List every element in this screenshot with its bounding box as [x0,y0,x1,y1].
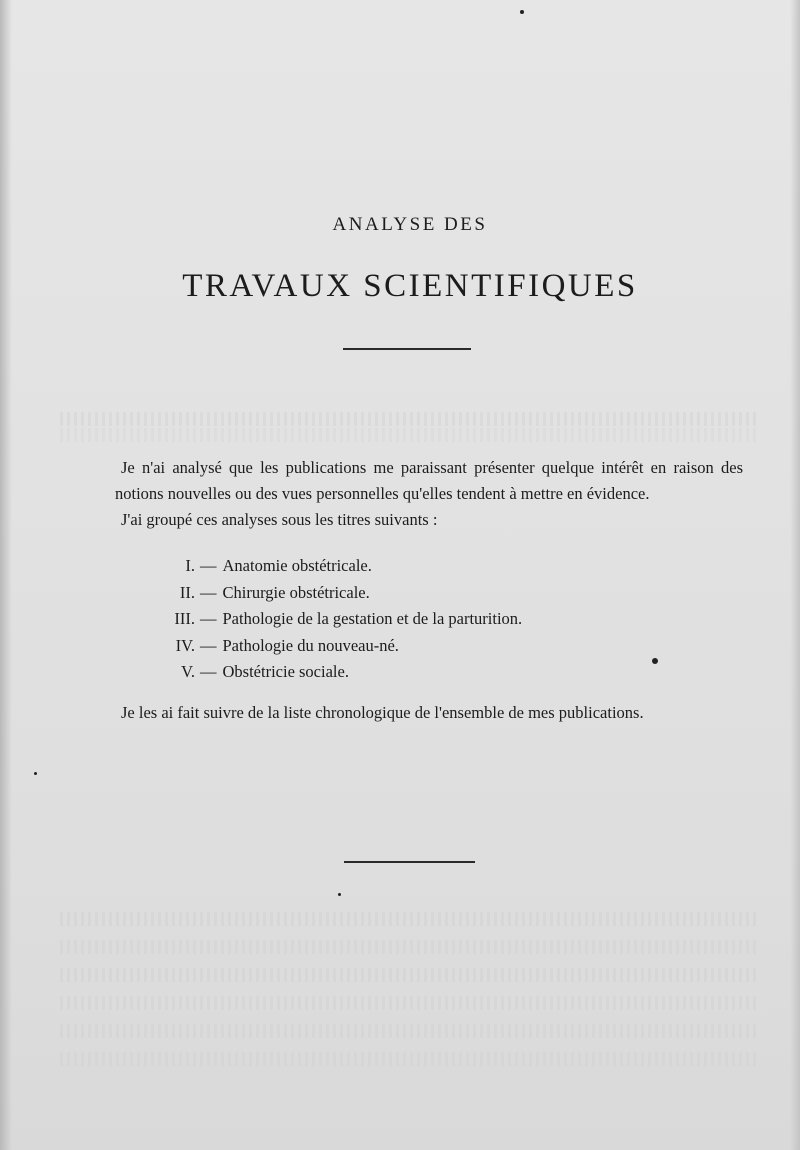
section-dash: — [200,582,217,602]
divider-bottom [344,861,475,863]
sections-list [115,553,743,686]
heading-large: TRAVAUX SCIENTIFIQUES [182,268,638,304]
print-speck [338,893,341,896]
show-through-line [60,412,760,426]
list-item [115,553,743,580]
section-numeral: II. [179,582,195,602]
section-dash: — [200,556,217,575]
closing-paragraph: Je les ai fait suivre de la liste chronologique de l'ensemble de mes publications. [121,702,644,722]
heading-small: ANALYSE DES [332,214,488,235]
grouping-paragraph: J'ai groupé ces analyses sous les titres suivants : [121,510,438,529]
list-item [115,659,743,686]
list-item [115,606,743,633]
body-text [115,455,743,726]
show-through-line [60,996,760,1010]
divider-top [343,348,471,350]
section-numeral: I. [185,556,195,575]
section-numeral: III. [174,609,195,628]
section-dash: — [200,609,217,628]
section-title: Pathologie de la gestation et de la parturition. [222,609,523,628]
section-numeral: V. [181,662,195,681]
show-through-line [60,968,760,982]
section-title: Chirurgie obstétricale. [222,582,370,602]
page-edge-right [790,0,800,1150]
section-title: Pathologie du nouveau-né. [222,635,399,655]
section-title: Obstétricie sociale. [222,662,349,681]
intro-paragraph: Je n'ai analysé que les publications me paraissant présenter quelque intérêt en raison des notions nouvelles ou des vues personnelles qu'elles tendent à mettre en évidence. [115,458,743,503]
show-through-line [60,940,760,954]
section-dash: — [200,635,217,655]
page-edge-left [0,0,12,1150]
show-through-line [60,428,760,442]
list-item [115,580,743,607]
show-through-line [60,1052,760,1066]
show-through-line [60,1024,760,1038]
section-dash: — [200,662,217,681]
print-speck [34,772,37,775]
show-through-line [60,912,760,926]
list-item [115,633,743,660]
print-speck [652,658,658,664]
section-title: Anatomie obstétricale. [222,556,372,575]
print-speck [520,10,524,14]
section-numeral: IV. [175,635,195,655]
